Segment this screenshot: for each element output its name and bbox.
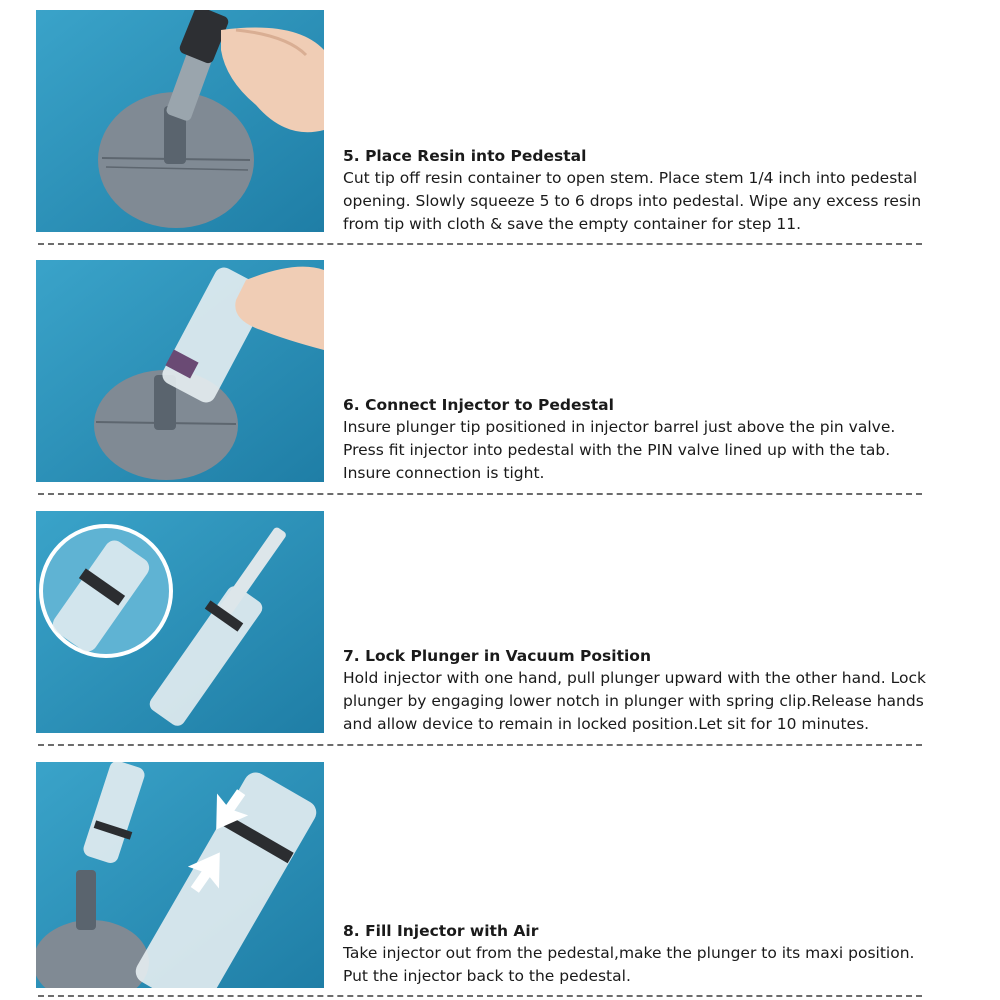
- step-line: Put the injector back to the pedestal.: [343, 967, 631, 985]
- step-5-text: [343, 145, 983, 236]
- step-line: Hold injector with one hand, pull plunger upward with the other hand. Lock: [343, 669, 926, 687]
- dashed-divider: [38, 493, 922, 495]
- step-6-text: [343, 394, 983, 485]
- dashed-divider: [38, 995, 922, 997]
- step-title: 7. Lock Plunger in Vacuum Position: [343, 647, 651, 665]
- step-line: and allow device to remain in locked position.Let sit for 10 minutes.: [343, 715, 870, 733]
- step-5-photo: [36, 10, 324, 232]
- step-7-photo: [36, 511, 324, 733]
- step-line: Press fit injector into pedestal with the PIN valve lined up with the tab.: [343, 441, 891, 459]
- step-8-photo: [36, 762, 324, 988]
- step-title: 8. Fill Injector with Air: [343, 922, 539, 940]
- step-8-text: [343, 920, 983, 988]
- dashed-divider: [38, 744, 922, 746]
- step-line: plunger by engaging lower notch in plunger with spring clip.Release hands: [343, 692, 924, 710]
- dashed-divider: [38, 243, 922, 245]
- step-7-text: [343, 645, 983, 736]
- step-6-photo: [36, 260, 324, 482]
- step-line: from tip with cloth & save the empty container for step 11.: [343, 215, 802, 233]
- step-line: Insure plunger tip positioned in injector barrel just above the pin valve.: [343, 418, 896, 436]
- step-line: opening. Slowly squeeze 5 to 6 drops into pedestal. Wipe any excess resin: [343, 192, 922, 210]
- step-line: Take injector out from the pedestal,make the plunger to its maxi position.: [343, 944, 915, 962]
- step-line: Cut tip off resin container to open stem. Place stem 1/4 inch into pedestal: [343, 169, 918, 187]
- step-line: Insure connection is tight.: [343, 464, 545, 482]
- step-title: 5. Place Resin into Pedestal: [343, 147, 587, 165]
- step-title: 6. Connect Injector to Pedestal: [343, 396, 614, 414]
